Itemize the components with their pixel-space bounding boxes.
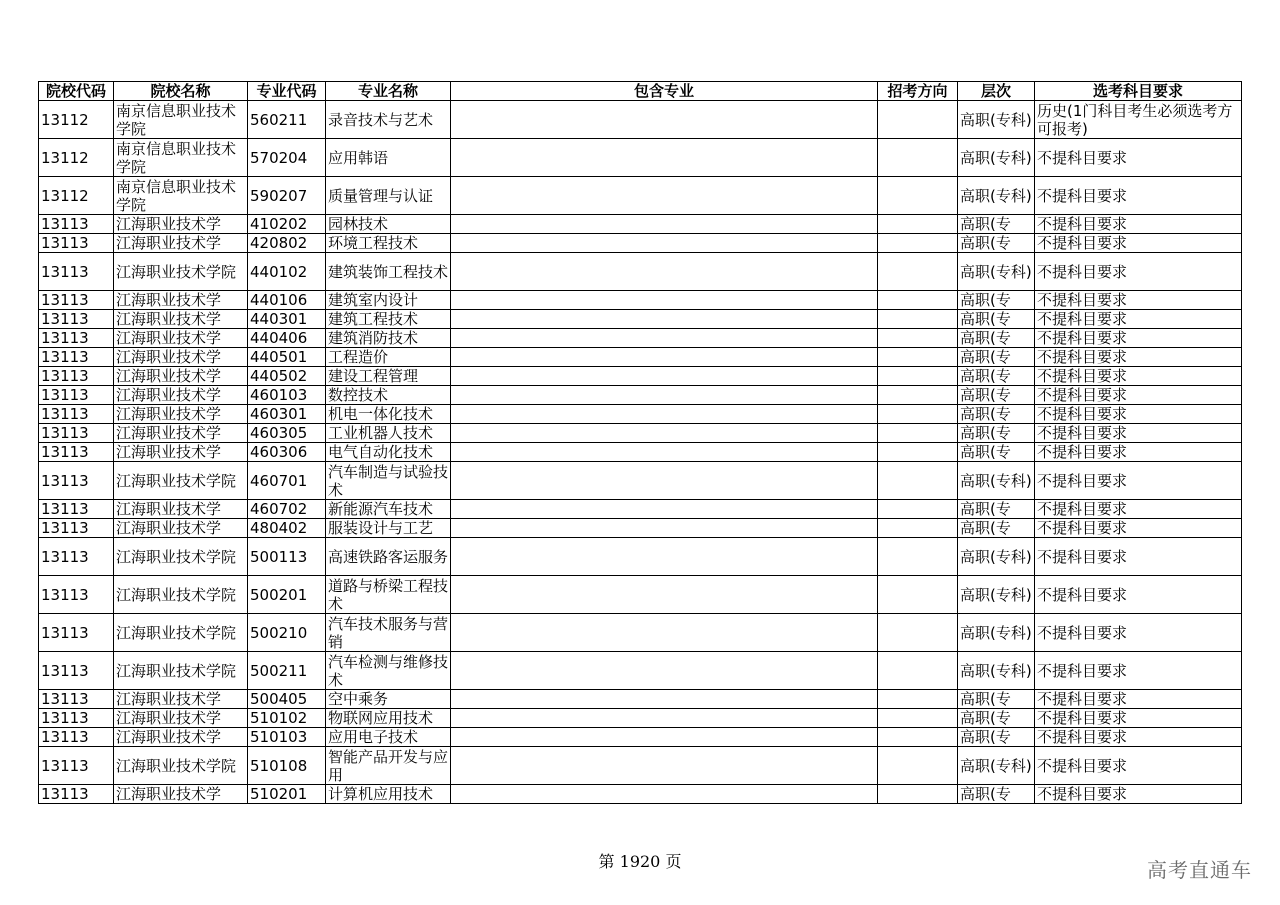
cell-school-name: 江海职业技术学院 — [114, 614, 248, 652]
cell-subject-requirement: 历史(1门科目考生必须选考方可报考) — [1035, 101, 1242, 139]
cell-major-code: 440406 — [248, 329, 326, 348]
header-school-code: 院校代码 — [39, 82, 114, 101]
cell-level: 高职(专科) — [958, 538, 1035, 576]
header-school-name: 院校名称 — [114, 82, 248, 101]
cell-included-majors — [451, 614, 878, 652]
admissions-table — [38, 81, 1242, 804]
cell-included-majors — [451, 253, 878, 291]
table-row — [39, 785, 1242, 804]
cell-included-majors — [451, 538, 878, 576]
cell-school-code: 13113 — [39, 424, 114, 443]
cell-direction — [878, 405, 958, 424]
cell-major-code: 500201 — [248, 576, 326, 614]
cell-school-name: 江海职业技术学 — [114, 310, 248, 329]
cell-subject-requirement: 不提科目要求 — [1035, 177, 1242, 215]
cell-school-name: 江海职业技术学 — [114, 519, 248, 538]
cell-subject-requirement: 不提科目要求 — [1035, 614, 1242, 652]
cell-level: 高职(专 — [958, 690, 1035, 709]
cell-direction — [878, 500, 958, 519]
cell-school-code: 13113 — [39, 785, 114, 804]
cell-subject-requirement: 不提科目要求 — [1035, 690, 1242, 709]
cell-major-name: 园林技术 — [326, 215, 451, 234]
cell-subject-requirement: 不提科目要求 — [1035, 709, 1242, 728]
cell-school-name: 江海职业技术学 — [114, 709, 248, 728]
header-direction: 招考方向 — [878, 82, 958, 101]
cell-included-majors — [451, 652, 878, 690]
cell-level: 高职(专 — [958, 310, 1035, 329]
cell-direction — [878, 329, 958, 348]
cell-major-name: 应用韩语 — [326, 139, 451, 177]
cell-level: 高职(专 — [958, 291, 1035, 310]
cell-major-name: 工业机器人技术 — [326, 424, 451, 443]
cell-school-code: 13113 — [39, 367, 114, 386]
table-row — [39, 177, 1242, 215]
table-row — [39, 329, 1242, 348]
cell-subject-requirement: 不提科目要求 — [1035, 424, 1242, 443]
cell-major-name: 质量管理与认证 — [326, 177, 451, 215]
cell-included-majors — [451, 386, 878, 405]
header-major-name: 专业名称 — [326, 82, 451, 101]
cell-school-name: 南京信息职业技术学院 — [114, 101, 248, 139]
cell-level: 高职(专 — [958, 348, 1035, 367]
cell-major-code: 500210 — [248, 614, 326, 652]
cell-subject-requirement: 不提科目要求 — [1035, 405, 1242, 424]
cell-direction — [878, 728, 958, 747]
cell-major-name: 服装设计与工艺 — [326, 519, 451, 538]
cell-major-code: 440501 — [248, 348, 326, 367]
table-row — [39, 747, 1242, 785]
table-row — [39, 215, 1242, 234]
cell-school-code: 13113 — [39, 690, 114, 709]
cell-level: 高职(专科) — [958, 101, 1035, 139]
cell-included-majors — [451, 215, 878, 234]
cell-school-code: 13113 — [39, 652, 114, 690]
cell-major-name: 建设工程管理 — [326, 367, 451, 386]
cell-major-name: 汽车检测与维修技术 — [326, 652, 451, 690]
table-row — [39, 367, 1242, 386]
cell-major-code: 460702 — [248, 500, 326, 519]
table-row — [39, 652, 1242, 690]
cell-direction — [878, 538, 958, 576]
table-header-row — [39, 82, 1242, 101]
cell-school-code: 13112 — [39, 177, 114, 215]
cell-subject-requirement: 不提科目要求 — [1035, 538, 1242, 576]
cell-direction — [878, 614, 958, 652]
watermark-logo: 高考直通车 — [1147, 858, 1252, 882]
cell-level: 高职(专 — [958, 215, 1035, 234]
cell-school-name: 江海职业技术学院 — [114, 576, 248, 614]
cell-subject-requirement: 不提科目要求 — [1035, 310, 1242, 329]
cell-included-majors — [451, 576, 878, 614]
cell-major-name: 建筑工程技术 — [326, 310, 451, 329]
cell-major-code: 460305 — [248, 424, 326, 443]
cell-major-code: 500211 — [248, 652, 326, 690]
cell-major-name: 环境工程技术 — [326, 234, 451, 253]
cell-included-majors — [451, 234, 878, 253]
cell-major-code: 510108 — [248, 747, 326, 785]
cell-major-name: 应用电子技术 — [326, 728, 451, 747]
cell-major-name: 机电一体化技术 — [326, 405, 451, 424]
cell-included-majors — [451, 785, 878, 804]
cell-school-code: 13113 — [39, 234, 114, 253]
table-row — [39, 443, 1242, 462]
cell-school-code: 13113 — [39, 462, 114, 500]
table-row — [39, 405, 1242, 424]
cell-level: 高职(专 — [958, 709, 1035, 728]
table-row — [39, 310, 1242, 329]
cell-subject-requirement: 不提科目要求 — [1035, 519, 1242, 538]
cell-major-name: 智能产品开发与应用 — [326, 747, 451, 785]
cell-major-code: 460103 — [248, 386, 326, 405]
table-row — [39, 614, 1242, 652]
cell-major-name: 汽车技术服务与营销 — [326, 614, 451, 652]
cell-school-name: 南京信息职业技术学院 — [114, 139, 248, 177]
cell-school-name: 江海职业技术学 — [114, 785, 248, 804]
cell-subject-requirement: 不提科目要求 — [1035, 500, 1242, 519]
header-level: 层次 — [958, 82, 1035, 101]
cell-level: 高职(专科) — [958, 614, 1035, 652]
cell-school-name: 江海职业技术学 — [114, 728, 248, 747]
cell-level: 高职(专 — [958, 234, 1035, 253]
cell-major-code: 500405 — [248, 690, 326, 709]
cell-direction — [878, 177, 958, 215]
table-row — [39, 500, 1242, 519]
cell-subject-requirement: 不提科目要求 — [1035, 329, 1242, 348]
cell-included-majors — [451, 424, 878, 443]
cell-school-code: 13112 — [39, 139, 114, 177]
cell-major-code: 510103 — [248, 728, 326, 747]
cell-level: 高职(专科) — [958, 177, 1035, 215]
cell-subject-requirement: 不提科目要求 — [1035, 576, 1242, 614]
cell-school-code: 13113 — [39, 329, 114, 348]
cell-school-name: 江海职业技术学 — [114, 405, 248, 424]
cell-school-code: 13113 — [39, 215, 114, 234]
cell-level: 高职(专 — [958, 329, 1035, 348]
cell-direction — [878, 386, 958, 405]
cell-major-code: 440102 — [248, 253, 326, 291]
cell-subject-requirement: 不提科目要求 — [1035, 139, 1242, 177]
cell-level: 高职(专科) — [958, 747, 1035, 785]
cell-level: 高职(专 — [958, 728, 1035, 747]
cell-included-majors — [451, 747, 878, 785]
cell-school-name: 江海职业技术学 — [114, 291, 248, 310]
cell-level: 高职(专科) — [958, 652, 1035, 690]
cell-major-code: 460301 — [248, 405, 326, 424]
cell-level: 高职(专科) — [958, 253, 1035, 291]
cell-direction — [878, 462, 958, 500]
cell-subject-requirement: 不提科目要求 — [1035, 652, 1242, 690]
cell-school-name: 江海职业技术学 — [114, 348, 248, 367]
cell-school-code: 13113 — [39, 728, 114, 747]
cell-included-majors — [451, 329, 878, 348]
cell-included-majors — [451, 443, 878, 462]
cell-major-name: 建筑装饰工程技术 — [326, 253, 451, 291]
cell-school-name: 江海职业技术学院 — [114, 538, 248, 576]
table-row — [39, 462, 1242, 500]
cell-major-name: 高速铁路客运服务 — [326, 538, 451, 576]
cell-school-code: 13113 — [39, 386, 114, 405]
cell-major-name: 建筑消防技术 — [326, 329, 451, 348]
cell-major-code: 410202 — [248, 215, 326, 234]
cell-direction — [878, 443, 958, 462]
cell-direction — [878, 215, 958, 234]
cell-direction — [878, 310, 958, 329]
cell-school-code: 13113 — [39, 348, 114, 367]
cell-school-code: 13113 — [39, 747, 114, 785]
cell-subject-requirement: 不提科目要求 — [1035, 234, 1242, 253]
cell-level: 高职(专 — [958, 519, 1035, 538]
cell-school-name: 江海职业技术学 — [114, 500, 248, 519]
cell-school-code: 13113 — [39, 443, 114, 462]
cell-major-code: 590207 — [248, 177, 326, 215]
cell-subject-requirement: 不提科目要求 — [1035, 443, 1242, 462]
cell-school-name: 江海职业技术学 — [114, 367, 248, 386]
cell-school-name: 江海职业技术学院 — [114, 652, 248, 690]
table-row — [39, 291, 1242, 310]
cell-major-code: 460306 — [248, 443, 326, 462]
cell-subject-requirement: 不提科目要求 — [1035, 348, 1242, 367]
cell-subject-requirement: 不提科目要求 — [1035, 462, 1242, 500]
cell-included-majors — [451, 177, 878, 215]
cell-major-name: 电气自动化技术 — [326, 443, 451, 462]
cell-included-majors — [451, 405, 878, 424]
cell-school-code: 13113 — [39, 576, 114, 614]
cell-school-name: 江海职业技术学院 — [114, 747, 248, 785]
cell-school-code: 13113 — [39, 538, 114, 576]
cell-level: 高职(专 — [958, 367, 1035, 386]
cell-included-majors — [451, 291, 878, 310]
cell-major-code: 420802 — [248, 234, 326, 253]
cell-direction — [878, 519, 958, 538]
cell-school-name: 江海职业技术学 — [114, 386, 248, 405]
cell-direction — [878, 291, 958, 310]
cell-school-name: 江海职业技术学 — [114, 234, 248, 253]
table-row — [39, 101, 1242, 139]
cell-major-code: 440301 — [248, 310, 326, 329]
cell-major-name: 新能源汽车技术 — [326, 500, 451, 519]
cell-level: 高职(专 — [958, 405, 1035, 424]
cell-included-majors — [451, 310, 878, 329]
cell-school-name: 江海职业技术学 — [114, 215, 248, 234]
cell-major-name: 物联网应用技术 — [326, 709, 451, 728]
cell-subject-requirement: 不提科目要求 — [1035, 386, 1242, 405]
cell-direction — [878, 785, 958, 804]
cell-direction — [878, 139, 958, 177]
cell-included-majors — [451, 500, 878, 519]
cell-school-code: 13113 — [39, 500, 114, 519]
cell-included-majors — [451, 690, 878, 709]
cell-included-majors — [451, 139, 878, 177]
cell-school-code: 13113 — [39, 519, 114, 538]
cell-school-code: 13113 — [39, 310, 114, 329]
cell-direction — [878, 253, 958, 291]
table-row — [39, 253, 1242, 291]
table-row — [39, 386, 1242, 405]
cell-direction — [878, 576, 958, 614]
cell-school-code: 13113 — [39, 405, 114, 424]
cell-major-name: 计算机应用技术 — [326, 785, 451, 804]
table-row — [39, 538, 1242, 576]
cell-level: 高职(专 — [958, 500, 1035, 519]
cell-subject-requirement: 不提科目要求 — [1035, 367, 1242, 386]
cell-direction — [878, 348, 958, 367]
cell-subject-requirement: 不提科目要求 — [1035, 747, 1242, 785]
cell-major-name: 道路与桥梁工程技术 — [326, 576, 451, 614]
cell-direction — [878, 101, 958, 139]
cell-direction — [878, 709, 958, 728]
cell-included-majors — [451, 728, 878, 747]
cell-level: 高职(专科) — [958, 576, 1035, 614]
cell-school-name: 江海职业技术学 — [114, 443, 248, 462]
cell-school-code: 13113 — [39, 253, 114, 291]
cell-school-name: 江海职业技术学 — [114, 424, 248, 443]
cell-major-name: 数控技术 — [326, 386, 451, 405]
cell-direction — [878, 690, 958, 709]
cell-included-majors — [451, 101, 878, 139]
cell-included-majors — [451, 462, 878, 500]
cell-major-code: 560211 — [248, 101, 326, 139]
cell-major-name: 汽车制造与试验技术 — [326, 462, 451, 500]
cell-major-code: 510201 — [248, 785, 326, 804]
table-row — [39, 728, 1242, 747]
table-row — [39, 348, 1242, 367]
cell-direction — [878, 652, 958, 690]
cell-major-code: 440502 — [248, 367, 326, 386]
header-included-majors: 包含专业 — [451, 82, 878, 101]
cell-major-name: 录音技术与艺术 — [326, 101, 451, 139]
cell-school-code: 13113 — [39, 291, 114, 310]
cell-direction — [878, 747, 958, 785]
cell-major-code: 500113 — [248, 538, 326, 576]
table-body — [39, 101, 1242, 804]
cell-level: 高职(专 — [958, 386, 1035, 405]
cell-major-code: 440106 — [248, 291, 326, 310]
cell-school-name: 南京信息职业技术学院 — [114, 177, 248, 215]
page-number: 第 1920 页 — [598, 852, 682, 871]
cell-school-name: 江海职业技术学院 — [114, 462, 248, 500]
header-major-code: 专业代码 — [248, 82, 326, 101]
cell-level: 高职(专 — [958, 785, 1035, 804]
cell-major-name: 工程造价 — [326, 348, 451, 367]
cell-major-code: 570204 — [248, 139, 326, 177]
cell-subject-requirement: 不提科目要求 — [1035, 253, 1242, 291]
cell-school-name: 江海职业技术学 — [114, 690, 248, 709]
cell-direction — [878, 367, 958, 386]
table-row — [39, 690, 1242, 709]
cell-school-name: 江海职业技术学 — [114, 329, 248, 348]
cell-subject-requirement: 不提科目要求 — [1035, 785, 1242, 804]
cell-included-majors — [451, 519, 878, 538]
table-row — [39, 139, 1242, 177]
cell-school-code: 13113 — [39, 614, 114, 652]
cell-subject-requirement: 不提科目要求 — [1035, 215, 1242, 234]
cell-major-code: 460701 — [248, 462, 326, 500]
cell-level: 高职(专科) — [958, 462, 1035, 500]
cell-major-code: 510102 — [248, 709, 326, 728]
table-row — [39, 709, 1242, 728]
cell-level: 高职(专 — [958, 424, 1035, 443]
cell-direction — [878, 424, 958, 443]
cell-major-name: 空中乘务 — [326, 690, 451, 709]
table-row — [39, 519, 1242, 538]
cell-school-code: 13112 — [39, 101, 114, 139]
cell-level: 高职(专科) — [958, 139, 1035, 177]
cell-subject-requirement: 不提科目要求 — [1035, 291, 1242, 310]
cell-level: 高职(专 — [958, 443, 1035, 462]
cell-school-code: 13113 — [39, 709, 114, 728]
table-row — [39, 424, 1242, 443]
cell-included-majors — [451, 709, 878, 728]
header-subject-requirement: 选考科目要求 — [1035, 82, 1242, 101]
cell-included-majors — [451, 348, 878, 367]
table-row — [39, 234, 1242, 253]
cell-included-majors — [451, 367, 878, 386]
cell-direction — [878, 234, 958, 253]
cell-subject-requirement: 不提科目要求 — [1035, 728, 1242, 747]
cell-school-name: 江海职业技术学院 — [114, 253, 248, 291]
cell-major-name: 建筑室内设计 — [326, 291, 451, 310]
cell-major-code: 480402 — [248, 519, 326, 538]
table-row — [39, 576, 1242, 614]
